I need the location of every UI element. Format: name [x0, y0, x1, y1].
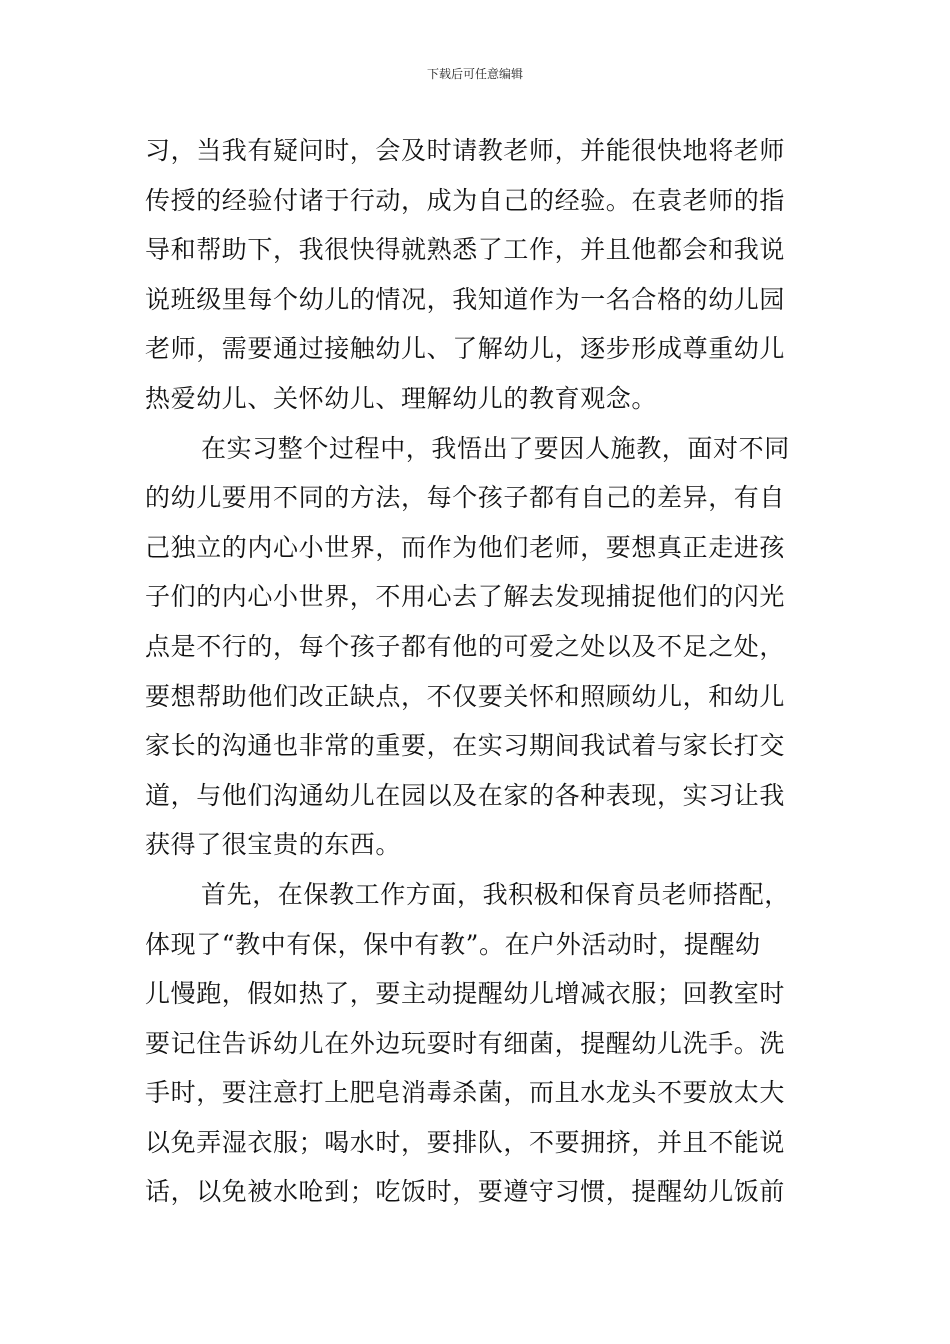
text-line: 的幼儿要用不同的方法，每个孩子都有自己的差异，有自 — [145, 483, 786, 513]
text-line: 己独立的内心小世界，而作为他们老师，要想真正走进孩 — [145, 532, 786, 562]
text-line: 导和帮助下，我很快得就熟悉了工作，并且他都会和我说 — [145, 235, 786, 265]
text-line: 首先，在保教工作方面，我积极和保育员老师搭配， — [201, 879, 790, 909]
text-line: 在实习整个过程中，我悟出了要因人施教，面对不同 — [201, 433, 790, 463]
text-line: 点是不行的，每个孩子都有他的可爱之处以及不足之处， — [145, 631, 786, 661]
text-line: 老师，需要通过接触幼儿、了解幼儿，逐步形成尊重幼儿 — [145, 334, 786, 364]
text-line: 传授的经验付诸于行动，成为自己的经验。在袁老师的指 — [145, 185, 786, 215]
text-line: 儿慢跑，假如热了，要主动提醒幼儿增减衣服；回教室时 — [145, 979, 786, 1009]
text-line: 道，与他们沟通幼儿在园以及在家的各种表现，实习让我 — [145, 780, 786, 810]
text-line: 手时，要注意打上肥皂消毒杀菌，而且水龙头不要放太大 — [145, 1078, 786, 1108]
text-line: 获得了很宝贵的东西。 — [145, 830, 402, 860]
text-line: 家长的沟通也非常的重要，在实习期间我试着与家长打交 — [145, 731, 786, 761]
text-line: 习，当我有疑问时，会及时请教老师，并能很快地将老师 — [145, 136, 786, 165]
text-line: 要记住告诉幼儿在外边玩耍时有细菌，提醒幼儿洗手。洗 — [145, 1028, 786, 1058]
text-line: 说班级里每个幼儿的情况，我知道作为一名合格的幼儿园 — [145, 284, 786, 314]
text-line: 子们的内心小世界，不用心去了解去发现捕捉他们的闪光 — [145, 582, 786, 612]
text-line: 要想帮助他们改正缺点，不仅要关怀和照顾幼儿，和幼儿 — [145, 681, 786, 711]
text-line: 话，以免被水呛到；吃饭时，要遵守习惯，提醒幼儿饭前 — [145, 1177, 786, 1207]
page-header: 下载后可任意编辑 — [426, 67, 523, 81]
document-body — [145, 126, 810, 1217]
text-line: 热爱幼儿、关怀幼儿、理解幼儿的教育观念。 — [145, 383, 658, 413]
text-line: 体现了“教中有保，保中有教”。在户外活动时，提醒幼 — [145, 929, 761, 959]
text-line: 以免弄湿衣服；喝水时，要排队，不要拥挤，并且不能说 — [145, 1127, 786, 1157]
